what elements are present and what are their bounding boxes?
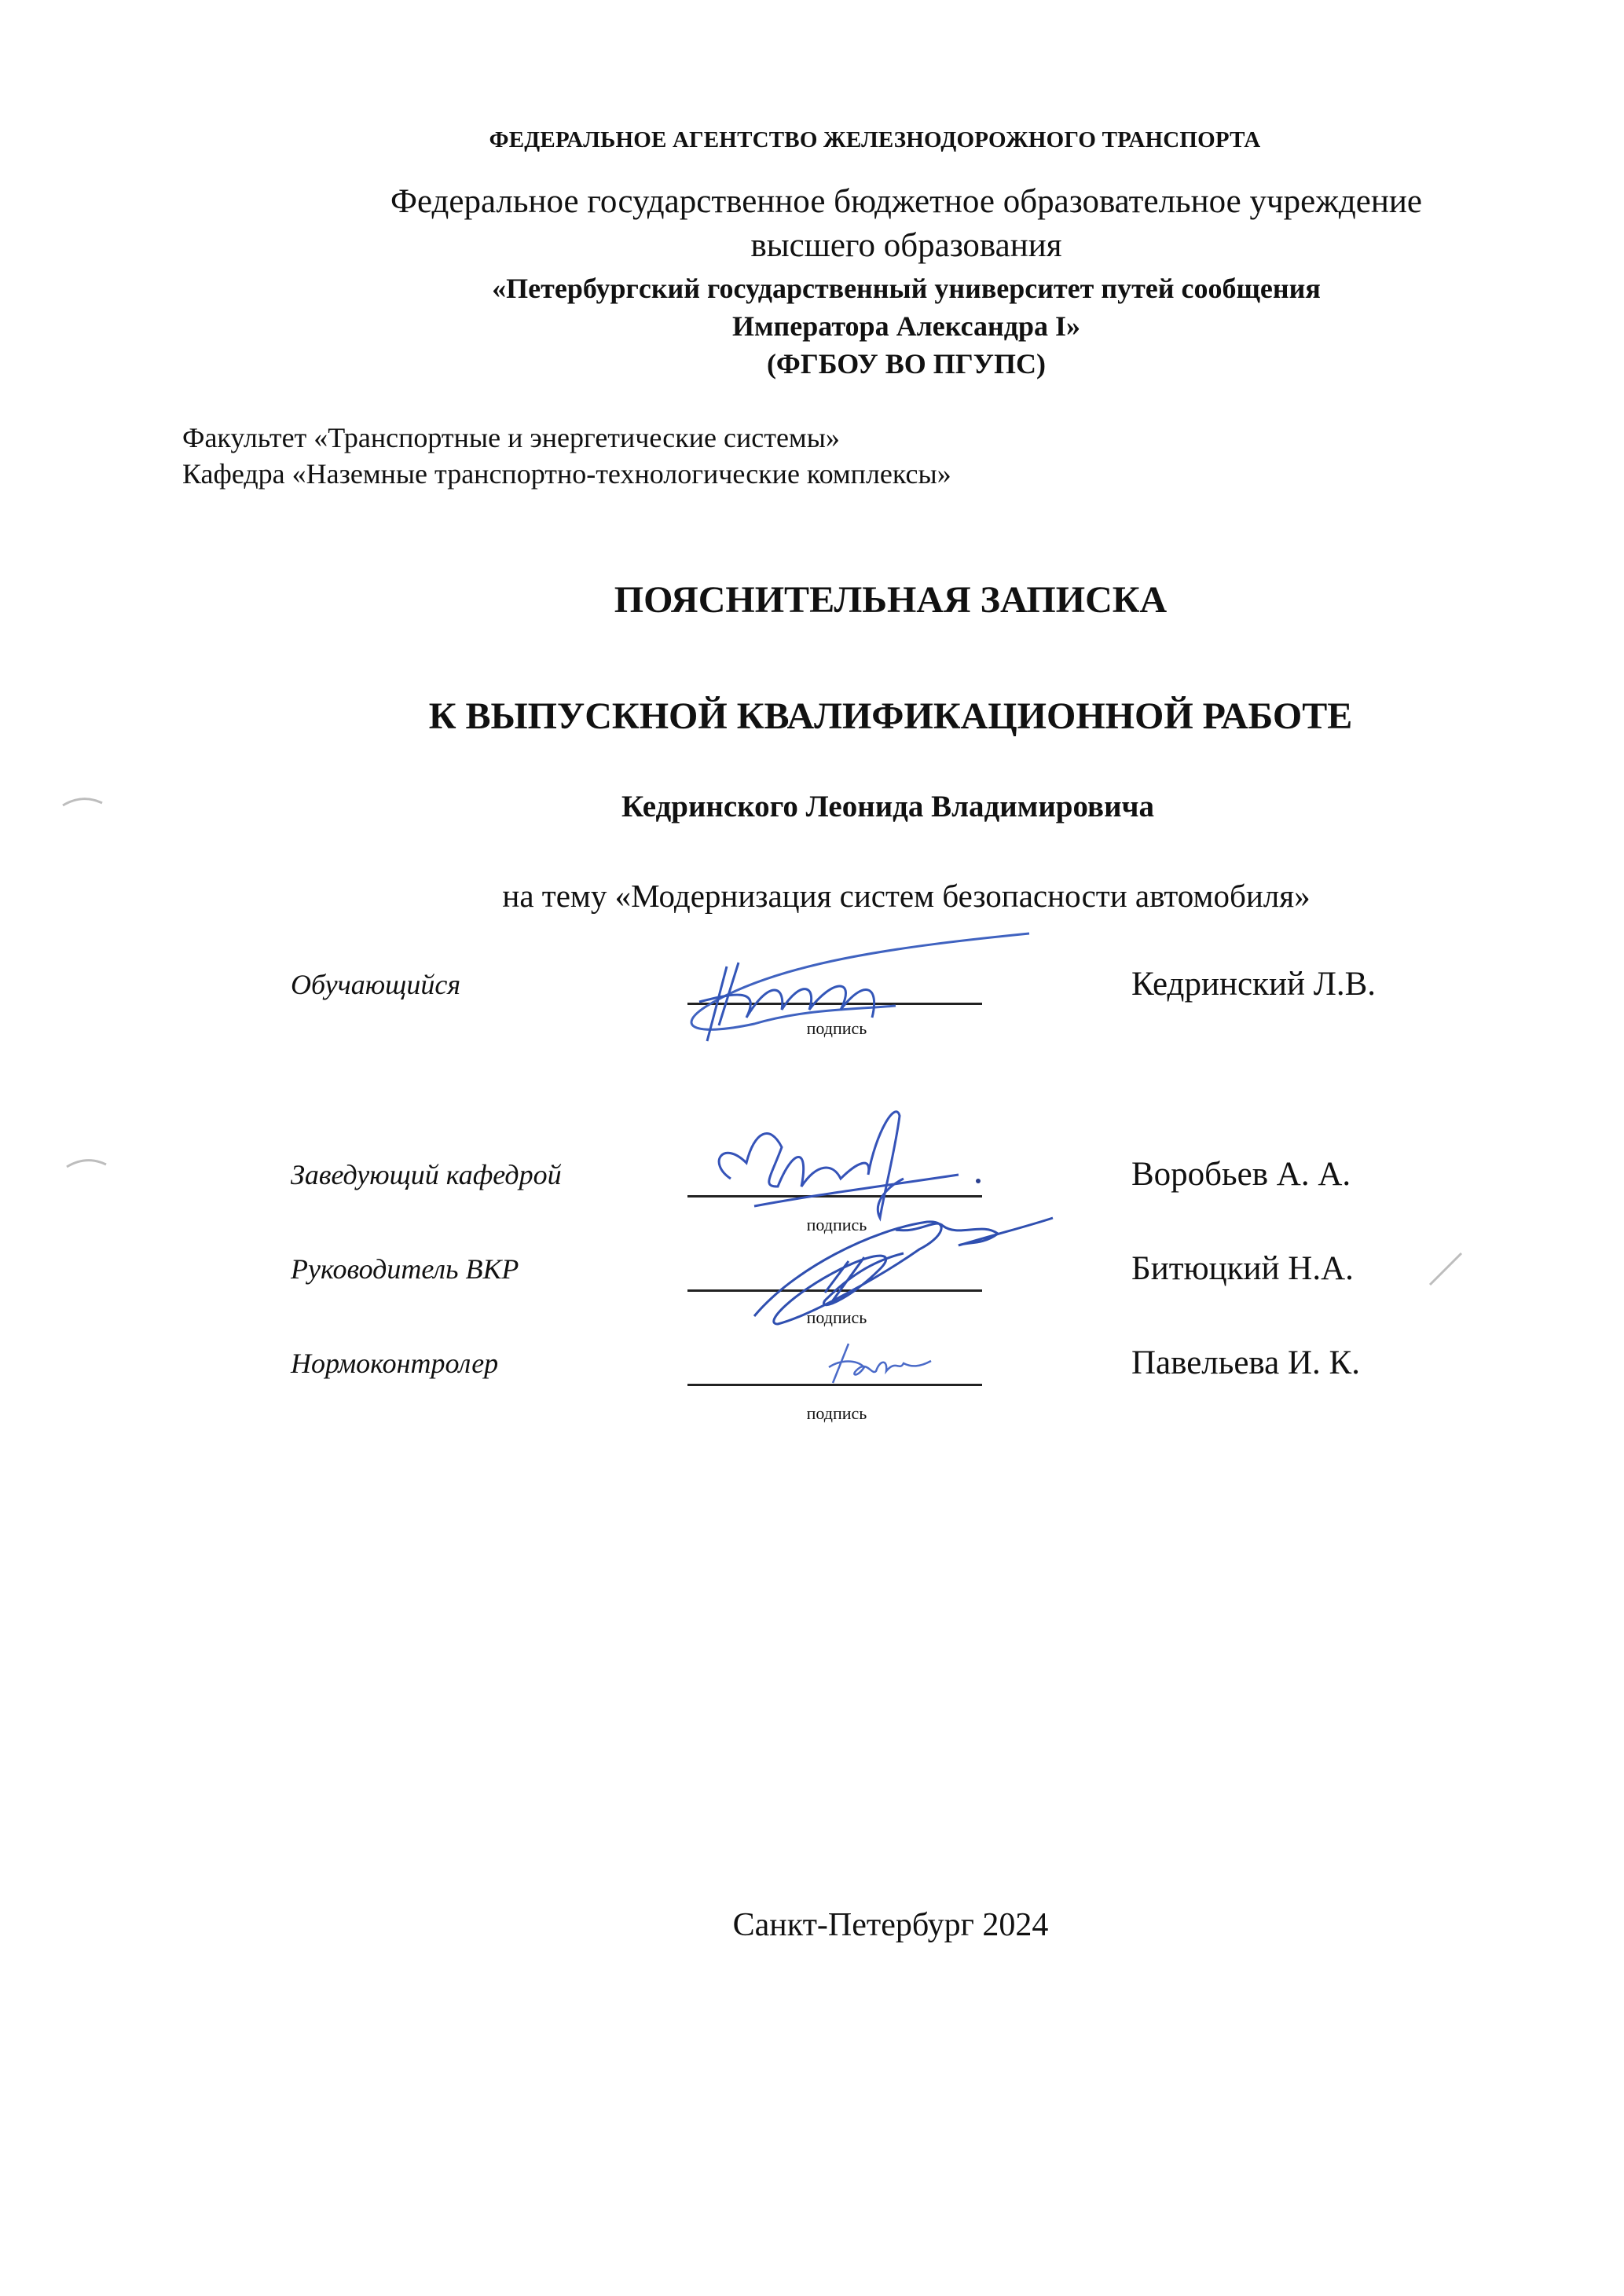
signature-role: Обучающийся (291, 969, 461, 1000)
signature-caption: подпись (806, 1018, 867, 1038)
thesis-topic: на тему «Модернизация систем безопасности автомобиля» (502, 878, 1311, 914)
scan-artifact-mark-icon (59, 794, 106, 813)
signatory-name: Кедринский Л.В. (1131, 966, 1377, 1003)
signature-caption: подпись (806, 1308, 867, 1327)
signatory-name: Воробьев А. А. (1131, 1156, 1351, 1193)
signature-role: Нормоконтролер (291, 1348, 499, 1379)
handwritten-signature-icon (707, 1100, 990, 1230)
signatory-name: Битюцкий Н.А. (1131, 1250, 1354, 1287)
student-full-name: Кедринского Леонида Владимировича (621, 790, 1155, 823)
university-name-line2: Императора Александра I» (732, 310, 1080, 342)
university-abbreviation: (ФГБОУ ВО ПГУПС) (766, 348, 1047, 380)
institution-type-line2: высшего образования (750, 227, 1062, 264)
document-title: ПОЯСНИТЕЛЬНАЯ ЗАПИСКА (614, 579, 1168, 621)
university-name-line1: «Петербургский государственный университет путей сообщения (492, 273, 1321, 304)
agency-name: ФЕДЕРАЛЬНОЕ АГЕНТСТВО ЖЕЛЕЗНОДОРОЖНОГО ТРАНСПОРТА (489, 127, 1261, 152)
scan-artifact-mark-icon (63, 1155, 110, 1175)
institution-type-line1: Федеральное государственное бюджетное образовательное учреждение (390, 183, 1422, 220)
signature-caption: подпись (806, 1403, 867, 1423)
handwritten-signature-icon (825, 1336, 943, 1403)
document-subtitle: К ВЫПУСКНОЙ КВАЛИФИКАЦИОННОЙ РАБОТЕ (428, 695, 1353, 737)
faculty-line: Факультет «Транспортные и энергетические системы» (182, 422, 840, 453)
signature-role: Руководитель ВКР (291, 1253, 519, 1285)
department-line: Кафедра «Наземные транспортно-технологические комплексы» (182, 458, 951, 490)
signature-caption: подпись (806, 1215, 867, 1234)
scan-artifact-mark-icon (1426, 1249, 1465, 1293)
signatory-name: Павельева И. К. (1131, 1344, 1360, 1381)
city-year: Санкт-Петербург 2024 (732, 1907, 1049, 1943)
signature-role: Заведующий кафедрой (291, 1159, 562, 1190)
